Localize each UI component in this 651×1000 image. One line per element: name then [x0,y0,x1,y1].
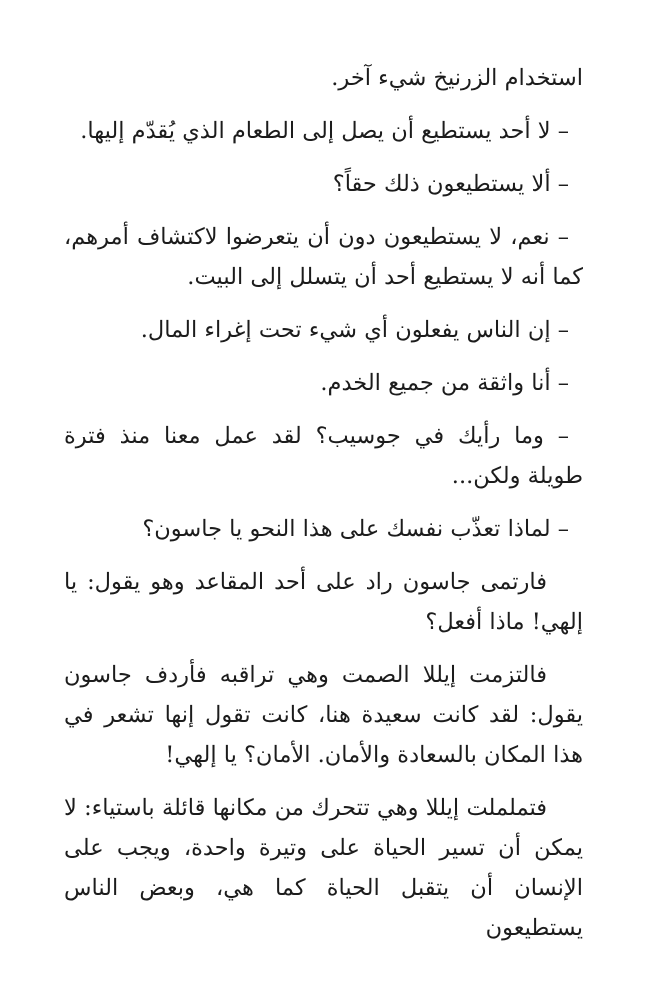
paragraph-1: استخدام الزرنيخ شيء آخر. [331,65,583,91]
dialogue-line-2: – ألا يستطيعون ذلك حقاً؟ [332,171,569,197]
narration-paragraph-3: فتململت إيللا وهي تتحرك من مكانها قائلة باستياء: لا يمكن أن تسير الحياة على وتيرة واحدة، ويجب على الإنسان أن يتقبل الحياة كما هي، وبعض الناس يستطيعون [64,795,583,941]
dialogue-line-4: – إن الناس يفعلون أي شيء تحت إغراء المال. [140,317,569,343]
dialogue-line-7: – لماذا تعذّب نفسك على هذا النحو يا جاسون؟ [142,516,569,542]
book-page [64,58,583,948]
dialogue-line-3: – نعم، لا يستطيعون دون أن يتعرضوا لاكتشاف أمرهم، كما أنه لا يستطيع أحد أن يتسلل إلى البيت. [64,224,583,290]
narration-paragraph-2: فالتزمت إيللا الصمت وهي تراقبه فأردف جاسون يقول: لقد كانت سعيدة هنا، كانت تقول إنها تشعر في هذا المكان بالسعادة والأمان. الأمان؟ يا إلهي! [64,662,583,768]
dialogue-line-5: – أنا واثقة من جميع الخدم. [320,370,569,396]
dialogue-line-6: – وما رأيك في جوسيب؟ لقد عمل معنا منذ فترة طويلة ولكن... [64,423,583,489]
dialogue-line-1: – لا أحد يستطيع أن يصل إلى الطعام الذي يُقدّم إليها. [80,118,569,144]
narration-paragraph-1: فارتمى جاسون راد على أحد المقاعد وهو يقول: يا إلهي! ماذا أفعل؟ [64,569,583,635]
